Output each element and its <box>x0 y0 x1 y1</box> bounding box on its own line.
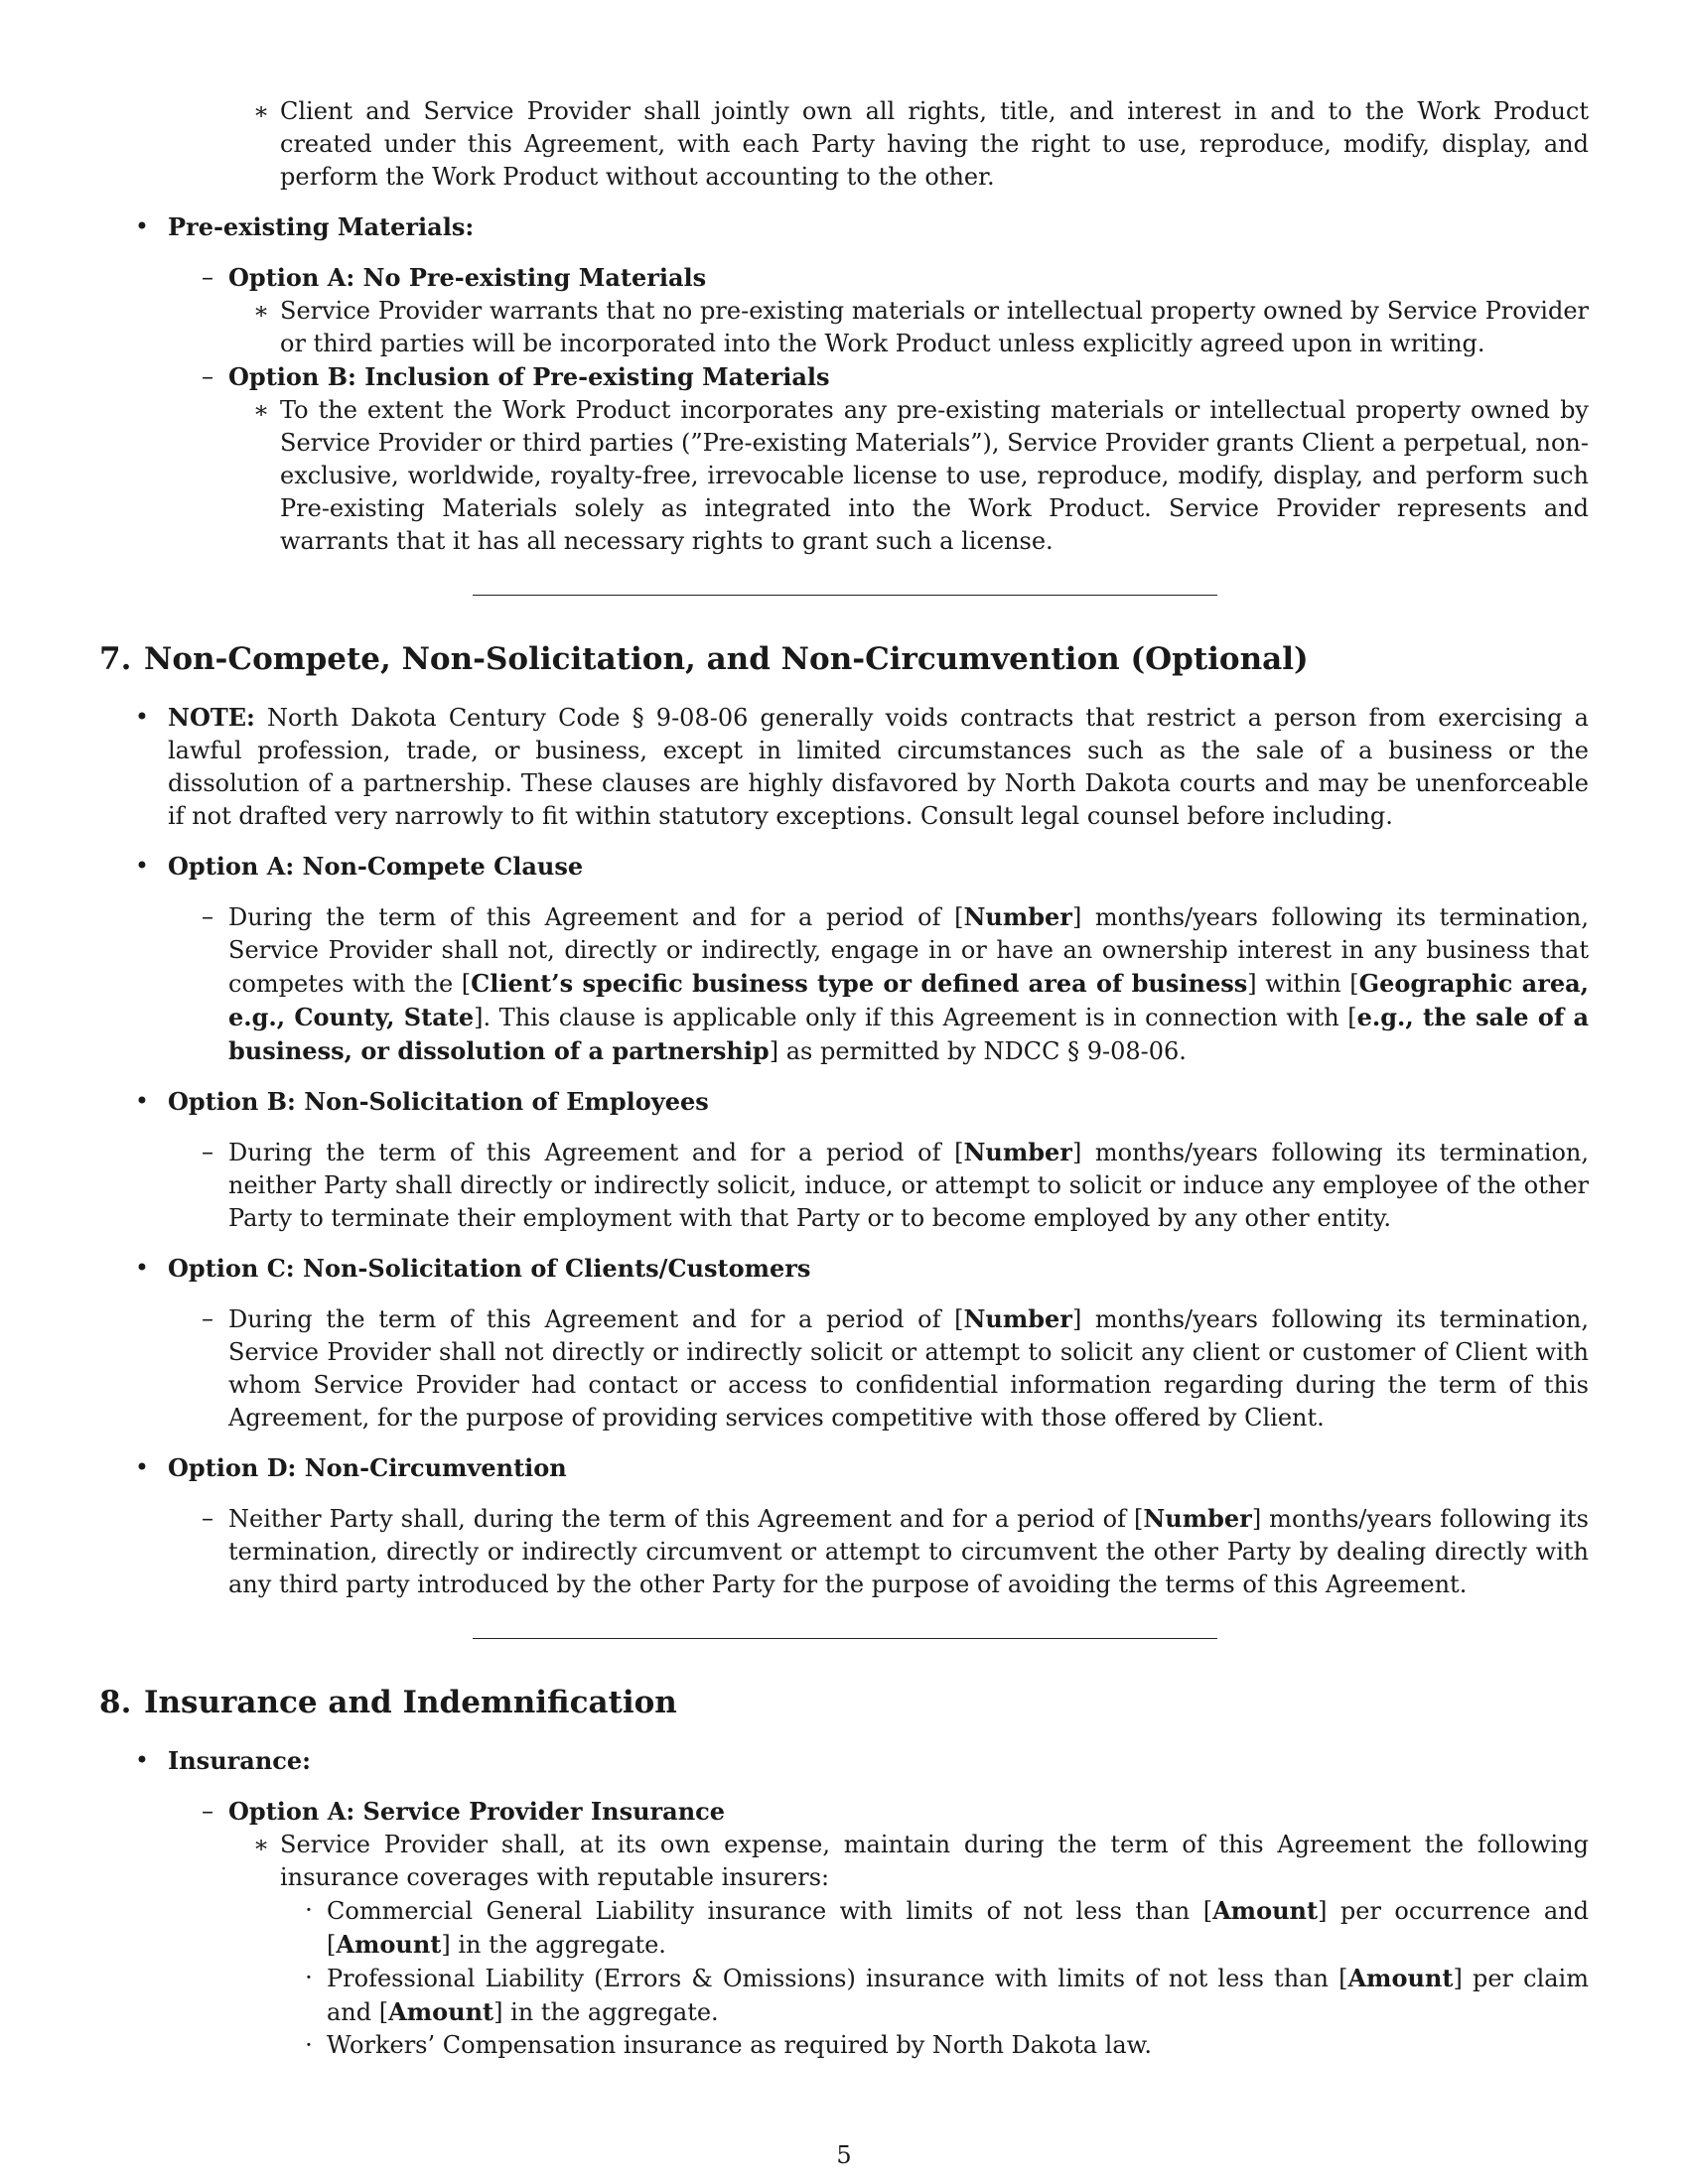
section-8-number: 8. <box>99 1685 132 1720</box>
noncompete-option-b-item <box>99 1085 1589 1119</box>
workers-comp-item <box>99 2029 1589 2062</box>
joint-ownership-item <box>99 95 1589 194</box>
ip-option-a-item <box>99 261 1589 295</box>
note-text: North Dakota Century Code § 9-08-06 generally voids contracts that restrict a person from exercising a lawful profession, trade, or business, except in limited circumstances such as the sale of a business or the dissolution of a partnership. These clauses are highly disfavored by North Dakota courts and may be unenforceable if not drafted very narrowly to fit within statutory exceptions. Consult legal counsel before including. <box>168 704 1589 830</box>
star-marker: ∗ <box>252 396 270 424</box>
dot-marker: · <box>305 1896 313 1924</box>
dash-marker: – <box>202 1138 213 1165</box>
insurance-option-a-text: Service Provider shall, at its own expense, maintain during the term of this Agreement the following insurance coverages with reputable insurers: <box>280 1831 1589 1891</box>
noncompete-option-c-title: Option C: Non-Solicitation of Clients/Customers <box>168 1254 811 1283</box>
dot-marker: · <box>305 2031 313 2059</box>
bullet-marker: • <box>134 852 150 880</box>
dash-marker: – <box>202 263 213 291</box>
note-item <box>99 701 1589 833</box>
note-label: NOTE: <box>168 703 255 732</box>
bullet-marker: • <box>134 1453 150 1481</box>
noncompete-option-a-item <box>99 850 1589 884</box>
dot-marker: · <box>305 1964 313 1991</box>
noncompete-option-b-text: During the term of this Agreement and for a period of [Number] months/years following its termination, neither Party shall directly or indirectly solicit, induce, or attempt to solicit or induce any employee of the other Party to terminate their employment with that Party or to become employed by any other entity. <box>228 1138 1590 1232</box>
noncompete-option-b-text-item <box>99 1136 1589 1235</box>
bullet-marker: • <box>134 1087 150 1115</box>
workers-comp-text: Workers’ Compensation insurance as required by North Dakota law. <box>327 2031 1152 2059</box>
note-paragraph <box>168 701 1589 833</box>
dash-marker: – <box>202 362 213 390</box>
bullet-marker: • <box>134 703 150 731</box>
ip-option-b-title: Option B: Inclusion of Pre-existing Materials <box>228 362 830 391</box>
dash-marker: – <box>202 1504 213 1532</box>
ip-option-b-text-item <box>99 394 1589 558</box>
noncompete-option-a-title: Option A: Non-Compete Clause <box>168 852 584 881</box>
noncompete-option-d-text-item <box>99 1502 1589 1601</box>
professional-liability-item <box>99 1962 1589 2029</box>
noncompete-option-d-text: Neither Party shall, during the term of this Agreement and for a period of [Number] months/years following its termination, directly or indirectly circumvent or attempt to circumvent the other Party by dealing directly with any third party introduced by the other Party for the purpose of avoiding the terms of this Agreement. <box>228 1504 1589 1598</box>
star-marker: ∗ <box>252 297 270 325</box>
insurance-item <box>99 1744 1589 1778</box>
dash-marker: – <box>202 902 213 930</box>
ip-option-a-title: Option A: No Pre-existing Materials <box>228 263 707 292</box>
noncompete-option-a-text-item <box>99 900 1589 1068</box>
cgl-item <box>99 1894 1589 1962</box>
page-number: 5 <box>836 2141 852 2169</box>
cgl-text: Commercial General Liability insurance with limits of not less than [Amount] per occurrence and [Amount] in the aggregate. <box>327 1896 1589 1959</box>
section-8-heading <box>99 1683 1589 1722</box>
noncompete-option-d-item <box>99 1451 1589 1485</box>
noncompete-option-c-text: During the term of this Agreement and for a period of [Number] months/years following its termination, Service Provider shall not directly or indirectly solicit or attempt to solicit any client or customer of Client with whom Service Provider had contact or access to confidential information regarding during the term of this Agreement, for the purpose of providing services competitive with those offered by Client. <box>228 1304 1590 1432</box>
section-7-title: Non-Compete, Non-Solicitation, and Non-Circumvention (Optional) <box>144 641 1309 677</box>
section-8-title: Insurance and Indemnification <box>144 1685 677 1720</box>
ip-option-b-text: To the extent the Work Product incorporates any pre-existing materials or intellectual property owned by Service Provider or third parties (”Pre-existing Materials”), Service Provider grants Client a perpetual, non-exclusive, worldwide, royalty-free, irrevocable license to use, reproduce, modify, display, and perform such Pre-existing Materials solely as integrated into the Work Product. Service Provider represents and warrants that it has all necessary rights to grant such a license. <box>280 396 1589 555</box>
section-7-heading <box>99 639 1589 679</box>
bullet-marker: • <box>134 1254 150 1282</box>
star-marker: ∗ <box>252 1831 270 1858</box>
section-7-number: 7. <box>99 641 132 677</box>
star-marker: ∗ <box>252 97 270 125</box>
noncompete-option-c-item <box>99 1252 1589 1286</box>
noncompete-option-b-title: Option B: Non-Solicitation of Employees <box>168 1087 709 1116</box>
insurance-option-a-text-item <box>99 1829 1589 1894</box>
joint-ownership-text: Client and Service Provider shall jointly own all rights, title, and interest in and to the Work Product created under this Agreement, with each Party having the right to use, reproduce, modify, display, and perform the Work Product without accounting to the other. <box>280 97 1589 191</box>
noncompete-option-c-text-item <box>99 1302 1589 1434</box>
ip-option-a-text: Service Provider warrants that no pre-existing materials or intellectual property owned by Service Provider or third parties will be incorporated into the Work Product unless explicitly agreed upon in writing. <box>280 297 1589 357</box>
insurance-option-a-title: Option A: Service Provider Insurance <box>228 1797 726 1826</box>
bullet-marker: • <box>134 212 150 240</box>
noncompete-option-a-text: During the term of this Agreement and for a period of [Number] months/years following its termination, Service Provider shall not, directly or indirectly, engage in or have an ownership interest in any business that competes with the [Client’s specific business type or defined area of business] within [Geographic area, e.g., County, State]. This clause is applicable only if this Agreement is in connection with [e.g., the sale of a business, or dissolution of a partnership] as permitted by NDCC § 9-08-06. <box>228 902 1590 1065</box>
preexisting-heading: Pre-existing Materials: <box>168 212 475 241</box>
preexisting-materials-item <box>99 210 1589 244</box>
ip-option-a-text-item <box>99 295 1589 360</box>
insurance-heading: Insurance: <box>168 1746 312 1775</box>
bullet-marker: • <box>134 1746 150 1774</box>
dash-marker: – <box>202 1304 213 1332</box>
professional-liability-text: Professional Liability (Errors & Omissions) insurance with limits of not less than [Amount] per claim and [Amount] in the aggregate. <box>327 1964 1589 2026</box>
ip-option-b-item <box>99 360 1589 394</box>
noncompete-option-d-title: Option D: Non-Circumvention <box>168 1453 567 1482</box>
page-content <box>99 95 1589 2062</box>
dash-marker: – <box>202 1797 213 1825</box>
insurance-option-a-item <box>99 1795 1589 1829</box>
